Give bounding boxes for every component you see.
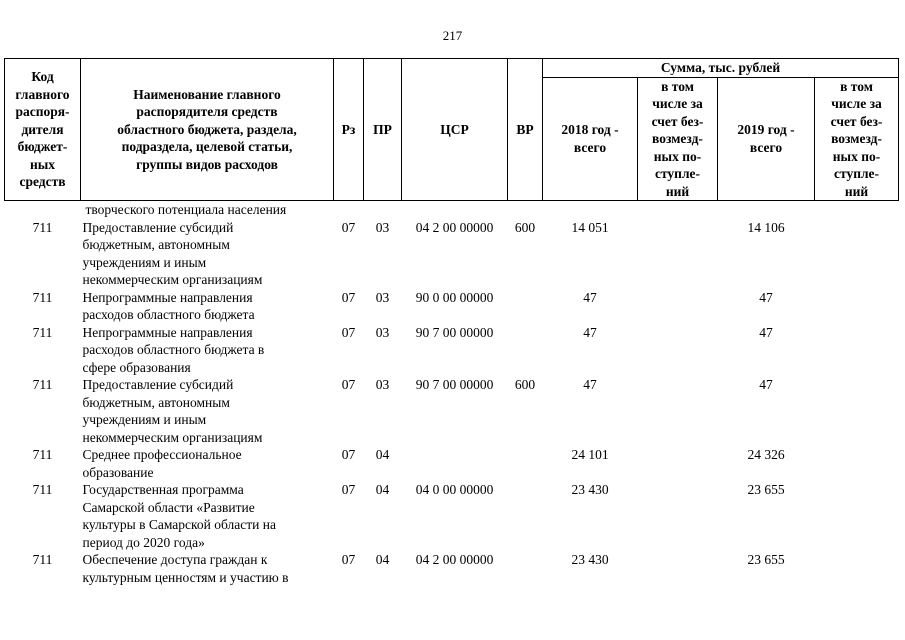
header-2019-free: в том числе за счет без- возмезд- ных по- ступле- ний [815, 77, 899, 201]
row-pr [364, 201, 402, 219]
budget-table [4, 58, 899, 586]
row-rz [334, 201, 364, 219]
row-2018-total: 47 [583, 289, 597, 305]
row-pr: 04 [375, 482, 390, 497]
table-row [5, 376, 899, 446]
row-2019-total: 23 655 [747, 482, 785, 497]
row-2019-total: 47 [759, 324, 773, 340]
table-body [5, 201, 899, 587]
row-pr: 03 [375, 289, 390, 305]
table-row [5, 289, 899, 324]
row-2018-free [638, 446, 718, 481]
row-2018-free [638, 376, 718, 446]
row-rz: 07 [341, 377, 356, 392]
page-number: 217 [442, 28, 463, 43]
row-2019-free [815, 376, 899, 446]
row-2019-free [815, 324, 899, 377]
row-rz: 07 [341, 289, 356, 305]
row-csr: 90 0 00 00000 [415, 289, 494, 305]
row-2018-free [638, 481, 718, 551]
table-row [5, 481, 899, 551]
header-code: Код главного распоря- дителя бюджет- ных средств [5, 59, 81, 201]
row-2018-free [638, 219, 718, 289]
row-vr [508, 446, 543, 481]
row-vr [508, 551, 543, 586]
row-2018-free [638, 551, 718, 586]
row-2019-total: 23 655 [747, 552, 785, 567]
row-code: 711 [32, 377, 53, 392]
row-2019-free [815, 481, 899, 551]
row-pr: 03 [375, 219, 390, 235]
row-vr [508, 289, 543, 324]
table-row [5, 446, 899, 481]
row-2019-free [815, 219, 899, 289]
row-name: Обеспечение доступа граждан к культурным ценностям и участию в [82, 552, 289, 585]
row-code: 711 [32, 447, 53, 462]
row-name: Непрограммные направления расходов областного бюджета [82, 289, 255, 322]
row-name: Предоставление субсидий бюджетным, автономным учреждениям и иным некоммерческим организациям [82, 377, 263, 445]
row-rz: 07 [341, 219, 356, 235]
row-vr [508, 481, 543, 551]
row-2018-total: 47 [583, 377, 597, 392]
row-2018-total: 24 101 [571, 447, 609, 462]
row-code: 711 [32, 482, 53, 497]
row-2018-free [638, 324, 718, 377]
header-rz: Рз [334, 59, 364, 201]
row-2019-free [815, 201, 899, 219]
row-code: 711 [32, 289, 53, 305]
row-name: Предоставление субсидий бюджетным, автономным учреждениям и иным некоммерческим организациям [82, 219, 263, 287]
row-rz: 07 [341, 552, 356, 567]
row-csr [402, 201, 508, 219]
row-2018-free [638, 289, 718, 324]
row-name: Непрограммные направления расходов областного бюджета в сфере образования [82, 324, 265, 375]
row-vr: 600 [514, 219, 536, 235]
row-pr: 04 [375, 447, 390, 462]
table-row [5, 324, 899, 377]
header-2018-total: 2018 год - всего [543, 77, 638, 201]
row-csr: 90 7 00 00000 [415, 377, 494, 392]
row-2019-free [815, 446, 899, 481]
row-code: 711 [32, 552, 53, 567]
row-2019-free [815, 551, 899, 586]
row-rz: 07 [341, 482, 356, 497]
row-2018-total: 23 430 [571, 482, 609, 497]
row-2019-total: 47 [759, 289, 773, 305]
row-2018-free [638, 201, 718, 219]
row-2019-free [815, 289, 899, 324]
header-2019-total: 2019 год - всего [718, 77, 815, 201]
header-sum: Сумма, тыс. рублей [543, 59, 899, 78]
table-header [5, 59, 899, 201]
header-2018-free: в том числе за счет без- возмезд- ных по- ступле- ний [638, 77, 718, 201]
row-code: 711 [32, 324, 53, 340]
table-row [5, 201, 899, 219]
row-2018-total [543, 201, 638, 219]
row-2018-total: 14 051 [571, 219, 609, 235]
row-vr [508, 324, 543, 377]
row-2019-total: 47 [759, 377, 773, 392]
row-csr: 04 2 00 00000 [415, 219, 494, 235]
row-code [5, 201, 81, 219]
row-vr: 600 [514, 377, 536, 392]
row-pr: 03 [375, 377, 390, 392]
row-2019-total [718, 201, 815, 219]
row-2019-total: 14 106 [747, 219, 785, 235]
header-csr: ЦСР [402, 59, 508, 201]
row-rz: 07 [341, 447, 356, 462]
table-row [5, 219, 899, 289]
table-row [5, 551, 899, 586]
row-csr: 90 7 00 00000 [415, 324, 494, 340]
row-2019-total: 24 326 [747, 447, 785, 462]
row-name: творческого потенциала населения [85, 202, 287, 217]
row-csr: 04 2 00 00000 [415, 552, 494, 567]
header-name: Наименование главного распорядителя средств областного бюджета, раздела, подраздела, целевой статьи, группы видов расходов [81, 59, 334, 201]
row-code: 711 [32, 219, 53, 235]
row-2018-total: 23 430 [571, 552, 609, 567]
row-rz: 07 [341, 324, 356, 340]
row-pr: 04 [375, 552, 390, 567]
row-csr: 04 0 00 00000 [415, 482, 494, 497]
row-name: Государственная программа Самарской области «Развитие культуры в Самарской области на период до 2020 года» [82, 482, 276, 550]
row-name: Среднее профессиональное образование [82, 447, 242, 480]
row-pr: 03 [375, 324, 390, 340]
row-2018-total: 47 [583, 324, 597, 340]
header-vr: ВР [508, 59, 543, 201]
header-pr: ПР [364, 59, 402, 201]
row-csr [402, 446, 508, 481]
row-vr [508, 201, 543, 219]
